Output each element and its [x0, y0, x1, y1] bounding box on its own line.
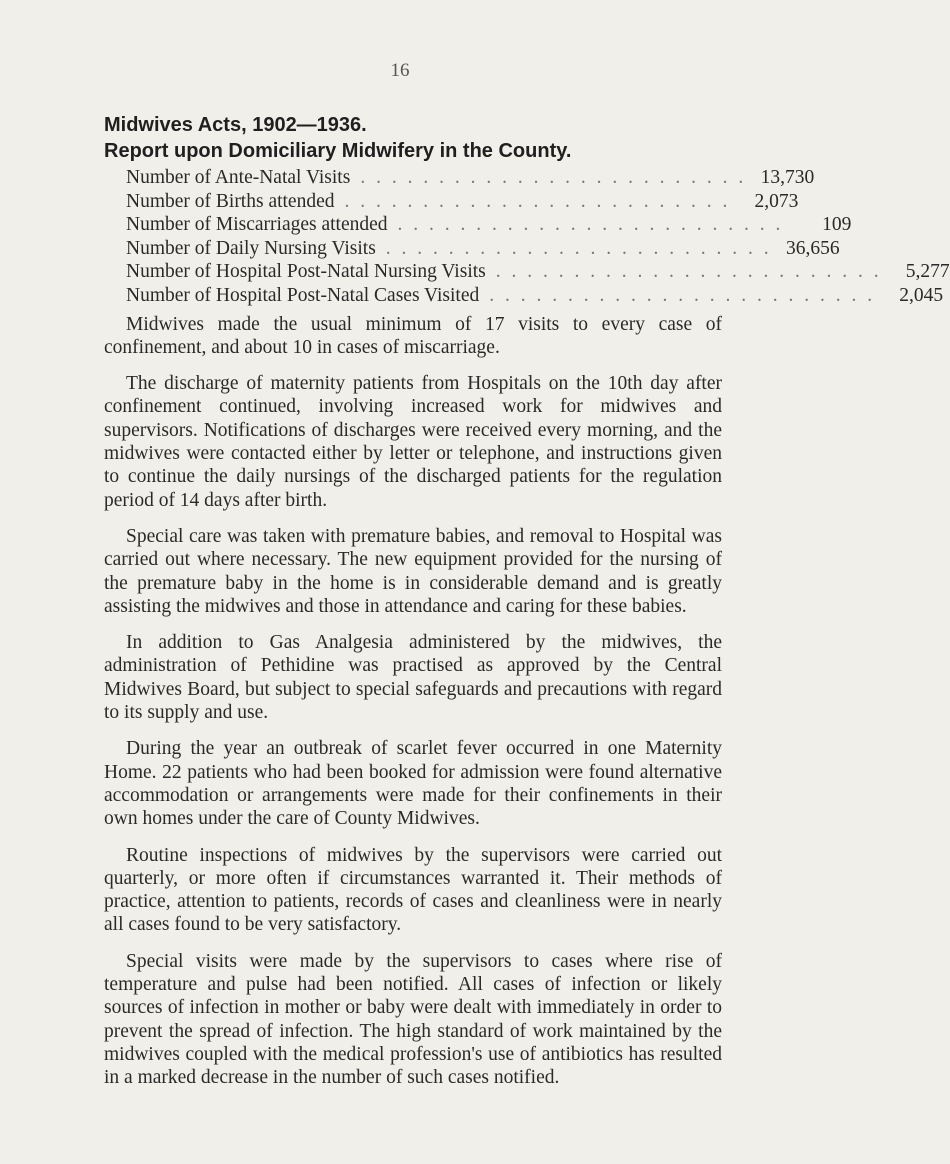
- stat-label: Number of Hospital Post-Natal Cases Visited: [126, 284, 480, 306]
- leader-dots: . . . . . . . . . . . . . . . . . . . . . . . . .: [495, 261, 882, 283]
- stat-row-hospital-post-natal-cases-visited: [126, 284, 944, 308]
- leader-dots: . . . . . . . . . . . . . . . . . . . . . . . . .: [360, 167, 747, 188]
- statistics-list: [126, 166, 950, 308]
- leader-dots: . . . . . . . . . . . . . . . . . . . . . . . . .: [385, 237, 772, 259]
- stat-value: 109: [822, 214, 852, 236]
- leader-dots: . . . . . . . . . . . . . . . . . . . . . . . . .: [397, 214, 784, 236]
- stat-label: Number of Births attended: [126, 190, 335, 212]
- paragraph-hospital-discharge: The discharge of maternity patients from Hospitals on the 10th day after confinement continued, involving increased work for midwives and supervisors. Notifications of discharges were received every morning, and the midwives were contacted either by letter or telephone, and instructions given to continue the daily nursings of the discharged patients for the regulation period of 14 days after birth.: [104, 373, 722, 511]
- report-subtitle: Report upon Domiciliary Midwifery in the County.: [104, 140, 572, 162]
- paragraph-analgesia: In addition to Gas Analgesia administered by the midwives, the administration of Pethidine was practised as approved by the Central Midwives Board, but subject to special safeguards and precautions with regard to its supply and use.: [104, 632, 722, 724]
- report-title: Midwives Acts, 1902—1936.: [104, 114, 367, 136]
- stat-value: 5,277: [905, 261, 950, 283]
- paragraph-premature-babies: Special care was taken with premature babies, and removal to Hospital was carried out where necessary. The new equipment provided for the nursing of the premature baby in the home is in considerable demand and is greatly assisting the midwives and those in attendance and caring for these babies.: [104, 525, 722, 617]
- stat-label: Number of Miscarriages attended: [126, 214, 388, 236]
- paragraph-scarlet-fever: During the year an outbreak of scarlet fever occurred in one Maternity Home. 22 patients who had been booked for admission were found alternative accommodation or arrangements were made for their confinements in their own homes under the care of County Midwives.: [104, 738, 722, 830]
- stat-row-ante-natal-visits: [126, 166, 815, 190]
- stat-row-miscarriages-attended: [126, 213, 852, 237]
- paragraph-routine-inspections: Routine inspections of midwives by the supervisors were carried out quarterly, or more often if circumstances warranted it. Their methods of practice, attention to patients, records of cases and cleanliness were in nearly all cases found to be very satisfactory.: [104, 844, 722, 936]
- stat-label: Number of Daily Nursing Visits: [126, 237, 376, 259]
- page-number: 16: [390, 60, 410, 81]
- stat-label: Number of Hospital Post-Natal Nursing Visits: [126, 261, 486, 283]
- leader-dots: . . . . . . . . . . . . . . . . . . . . . . . . .: [489, 284, 876, 306]
- stat-row-hospital-post-natal-nursing-visits: [126, 260, 950, 284]
- report-body: [104, 112, 950, 1089]
- stat-row-daily-nursing-visits: [126, 237, 840, 261]
- stat-row-births-attended: [126, 190, 799, 214]
- stat-value: 13,730: [760, 167, 815, 188]
- leader-dots: . . . . . . . . . . . . . . . . . . . . . . . . .: [344, 190, 731, 212]
- stat-value: 2,073: [754, 190, 799, 212]
- paragraph-visits: Midwives made the usual minimum of 17 visits to every case of confinement, and about 10 in cases of miscarriage.: [104, 313, 722, 358]
- stat-label: Number of Ante-Natal Visits: [126, 167, 351, 188]
- stat-value: 2,045: [899, 284, 944, 306]
- paragraph-special-visits: Special visits were made by the supervisors to cases where rise of temperature and pulse had been notified. All cases of infection or likely sources of infection in mother or baby were dealt with immediately in order to prevent the spread of infection. The high standard of work maintained by the midwives coupled with the medical profession's use of antibiotics has resulted in a marked decrease in the number of such cases notified.: [104, 950, 722, 1089]
- stat-value: 36,656: [786, 237, 840, 259]
